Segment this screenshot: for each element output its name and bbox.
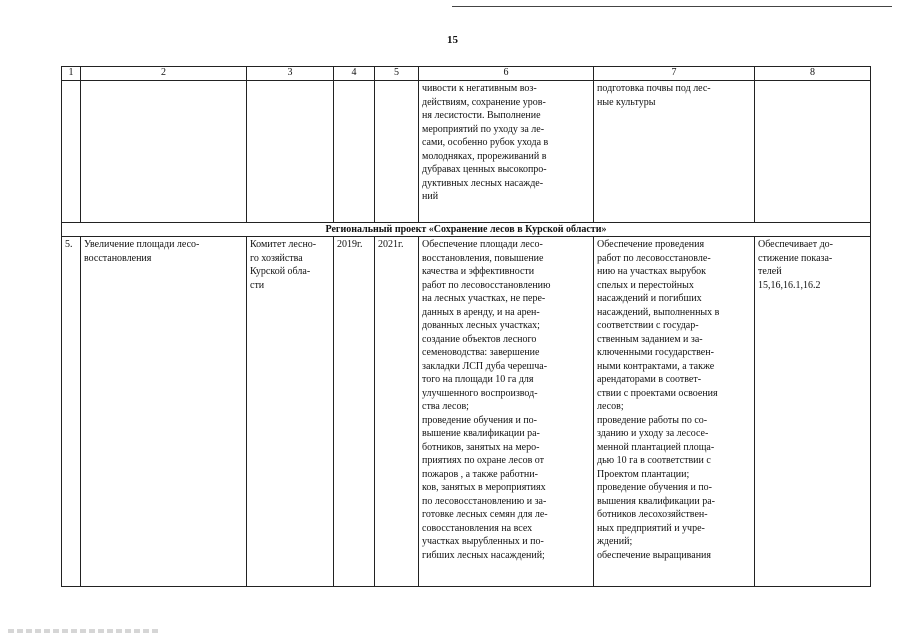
page-number: 15 xyxy=(447,34,458,46)
top-rule xyxy=(452,6,892,7)
column-header: 8 xyxy=(755,67,871,81)
measures-table xyxy=(61,66,871,587)
table-row xyxy=(62,81,871,223)
responsible-executor: Комитет лесно- го хозяйства Курской обла- сти xyxy=(247,237,334,587)
column-header: 6 xyxy=(419,67,594,81)
table-cell xyxy=(755,81,871,223)
column-number-row xyxy=(62,67,871,81)
section-row xyxy=(62,223,871,237)
main-activities: Обеспечение проведения работ по лесовосстановле- нию на участках вырубок спелых и перестойных насаждений и погибших насаждений, выполненных в соответствии с государ- ственным заданием и за- ключенными государствен- ными контрактами, а также арендаторами в соответ- ствии с проектами освоения лесов; проведение работы по со- зданию и уходу за лесосе- менной плантацией площа- дью 10 га в соответствии с Проектом плантации; проведение обучения и по- вышения квалификации ра- ботников лесохозяйствен- ных предприятий и учре- ждений; обеспечение выращивания xyxy=(594,237,755,587)
row-number: 5. xyxy=(62,237,81,587)
column-header: 5 xyxy=(375,67,419,81)
table-cell xyxy=(375,81,419,223)
column-header: 7 xyxy=(594,67,755,81)
indicator-link: Обеспечивает до- стижение показа- телей 15,16,16.1,16.2 xyxy=(755,237,871,587)
table-cell xyxy=(62,81,81,223)
end-year: 2021г. xyxy=(375,237,419,587)
section-title: Региональный проект «Сохранение лесов в Курской области» xyxy=(62,223,871,237)
table-cell xyxy=(247,81,334,223)
measure-results-cell: чивости к негативным воз- действиям, сохранение уров- ня лесистости. Выполнение мероприятий по уходу за ле- сами, особенно рубок ухода в молодняках, прореживаний в дубравах ценных высокопро- дуктивных лесных насажде- ний xyxy=(419,81,594,223)
column-header: 3 xyxy=(247,67,334,81)
table-cell xyxy=(81,81,247,223)
column-header: 4 xyxy=(334,67,375,81)
column-header: 1 xyxy=(62,67,81,81)
start-year: 2019г. xyxy=(334,237,375,587)
scan-artifact xyxy=(8,629,158,633)
expected-results: Обеспечение площади лесо- восстановления, повышение качества и эффективности работ по лесовосстановлению на лесных участках, не пере- данных в аренду, и на арен- дованных лесных участках; создание объектов лесного семеноводства: завершение закладки ЛСП дуба черешча- того на площади 10 га для улучшенного воспроизвод- ства лесов; проведение обучения и по- вышение квалификации ра- ботников, занятых на меро- приятиях по охране лесов от пожаров , а также работни- ков, занятых в мероприятиях по лесовосстановлению и за- готовке лесных семян для ле- совосстановления на всех участках вырубленных и по- гибших лесных насаждений; xyxy=(419,237,594,587)
table-cell xyxy=(334,81,375,223)
column-header: 2 xyxy=(81,67,247,81)
table-row xyxy=(62,237,871,587)
measure-name: Увеличение площади лесо- восстановления xyxy=(81,237,247,587)
works-cell: подготовка почвы под лес- ные культуры xyxy=(594,81,755,223)
